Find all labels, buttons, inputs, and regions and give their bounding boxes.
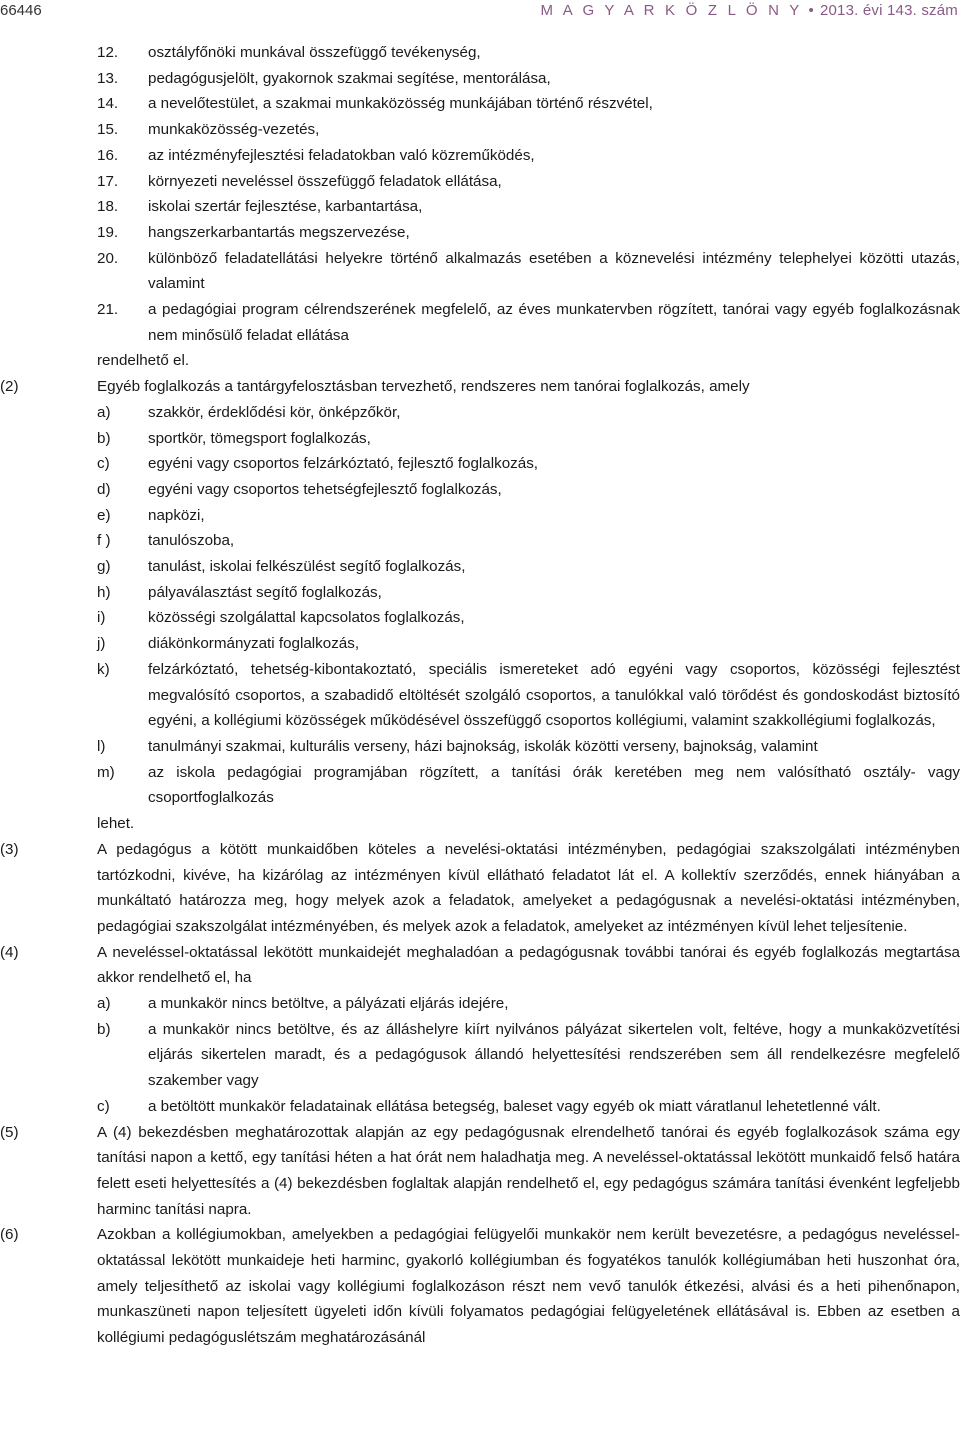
item-text: közösségi szolgálattal kapcsolatos foglalkozás, <box>148 609 465 627</box>
item-text: hangszerkarbantartás megszervezése, <box>148 223 410 241</box>
list-item <box>0 477 960 503</box>
item-letter: d) <box>97 480 111 498</box>
list-item <box>0 631 960 657</box>
item-letter: f ) <box>97 532 111 550</box>
item-text: a nevelőtestület, a szakmai munkaközösség munkájában történő részvétel, <box>148 95 653 113</box>
paragraph-number: (6) <box>0 1226 19 1244</box>
item-number: 15. <box>97 121 119 139</box>
item-text: szakkör, érdeklődési kör, önképzőkör, <box>148 403 401 421</box>
item-text: iskolai szertár fejlesztése, karbantartása, <box>148 198 423 216</box>
list-item <box>0 580 960 606</box>
list-item <box>0 760 960 811</box>
item-letter: b) <box>97 1020 111 1038</box>
item-text: a betöltött munkakör feladatainak ellátása betegség, baleset vagy egyéb ok miatt váratlanul lehetetlenné vált. <box>148 1097 881 1115</box>
paragraph <box>0 1222 960 1351</box>
item-letter: c) <box>97 1097 110 1115</box>
item-text: a munkakör nincs betöltve, a pályázati eljárás idejére, <box>148 995 509 1013</box>
page-header <box>0 0 960 22</box>
item-text: osztályfőnöki munkával összefüggő tevékenység, <box>148 44 481 61</box>
item-text: felzárkóztató, tehetség-kibontakoztató, speciális ismereteket adó egyéni vagy csoportos, közösségi fejlesztést megvalósító csoportos, a szabadidő eltöltését szolgáló csoportos, a tanulókkal való törődést és gondoskodást biztosító egyéni, a kollégiumi közösségek működésével összefüggő csoportos kollégiumi, valamint szakkollégiumi foglalkozás, <box>148 660 960 730</box>
list-item <box>0 426 960 452</box>
item-text: a pedagógiai program célrendszerének megfelelő, az éves munkatervben rögzített, tanórai vagy egyéb foglalkozásnak nem minősülő feladat ellátása <box>148 301 960 344</box>
list-item <box>0 143 960 169</box>
item-letter: i) <box>97 609 106 627</box>
closing-text: lehet. <box>97 815 135 833</box>
item-letter: k) <box>97 660 110 678</box>
paragraph-text: A (4) bekezdésben meghatározottak alapján az egy pedagógusnak elrendelhető tanórai és egyéb foglalkozások száma egy tanítási napon a kettő, egy tanítási héten a hat órát nem haladhatja meg. A neveléssel-oktatással lekötött munkaidő felső határa felett eseti helyettesítés a (4) bekezdésben foglaltak alapján rendelhető el, egy pedagógus számára tanítási évenként legfeljebb harminc tanítási napra. <box>97 1123 960 1218</box>
list-item <box>0 657 960 734</box>
item-text: az intézményfejlesztési feladatokban való közreműködés, <box>148 146 535 164</box>
item-text: az iskola pedagógiai programjában rögzített, a tanítási órák keretében meg nem valósítható osztály- vagy csoportfoglalkozás <box>148 763 960 807</box>
item-text: környezeti neveléssel összefüggő feladatok ellátása, <box>148 172 502 190</box>
paragraph-number: (3) <box>0 840 19 858</box>
item-text: tanulmányi szakmai, kulturális verseny, házi bajnokság, iskolák közötti verseny, bajnokság, valamint <box>148 737 818 755</box>
list-item <box>0 1094 960 1120</box>
list-item <box>0 117 960 143</box>
paragraph <box>0 837 960 940</box>
item-letter: b) <box>97 429 111 447</box>
publication-title: M A G Y A R K Ö Z L Ö N Y <box>540 2 803 19</box>
list-item <box>0 91 960 117</box>
list-item <box>0 451 960 477</box>
list-item <box>0 169 960 195</box>
list-item <box>0 605 960 631</box>
item-number: 17. <box>97 172 119 190</box>
list-item <box>0 554 960 580</box>
list-item <box>0 503 960 529</box>
item-number: 12. <box>97 44 119 61</box>
closing-text: rendelhető el. <box>97 352 190 370</box>
paragraph-number: (4) <box>0 943 19 961</box>
separator-dot: • <box>808 2 814 19</box>
paragraph <box>0 374 960 400</box>
list-item <box>0 40 960 66</box>
item-letter: j) <box>97 635 106 653</box>
item-number: 21. <box>97 301 119 319</box>
issue-label: 2013. évi 143. szám <box>819 2 958 19</box>
item-number: 18. <box>97 198 119 216</box>
item-number: 19. <box>97 223 119 241</box>
item-number: 13. <box>97 69 119 87</box>
list-item <box>0 400 960 426</box>
item-text: munkaközösség-vezetés, <box>148 121 320 139</box>
item-number: 14. <box>97 95 119 113</box>
item-text: pályaválasztást segítő foglalkozás, <box>148 583 382 601</box>
item-text: sportkör, tömegsport foglalkozás, <box>148 429 371 447</box>
list-item <box>0 246 960 297</box>
masthead <box>540 2 958 19</box>
item-letter: a) <box>97 403 111 421</box>
item-letter: a) <box>97 995 111 1013</box>
paragraph-number: (5) <box>0 1123 19 1141</box>
list-item <box>0 1017 960 1094</box>
item-letter: e) <box>97 506 111 524</box>
item-text: pedagógusjelölt, gyakornok szakmai segítése, mentorálása, <box>148 69 551 87</box>
item-text: a munkakör nincs betöltve, és az álláshelyre kiírt nyilvános pályázat sikertelen volt, feltéve, hogy a munkaközvetítési eljárás sikertelen maradt, és a pedagógusok állandó helyettesítési rendszerében sem áll rendelkezésre megfelelő szakember vagy <box>148 1020 960 1090</box>
paragraph-text: Egyéb foglalkozás a tantárgyfelosztásban tervezhető, rendszeres nem tanórai foglalkozás, amely <box>97 378 750 396</box>
item-text: különböző feladatellátási helyekre történő alkalmazás esetében a köznevelési intézmény telephelyei közötti utazás, valamint <box>148 249 960 293</box>
item-text: napközi, <box>148 506 205 524</box>
item-text: tanulószoba, <box>148 532 235 550</box>
paragraph-text: A neveléssel-oktatással lekötött munkaidejét meghaladóan a pedagógusnak további tanórai és egyéb foglalkozás megtartása akkor rendelhető el, ha <box>97 943 960 987</box>
list-item <box>0 297 960 348</box>
item-text: tanulást, iskolai felkészülést segítő foglalkozás, <box>148 558 466 576</box>
list-item <box>0 66 960 92</box>
list-item <box>0 194 960 220</box>
item-text: diákönkormányzati foglalkozás, <box>148 635 360 653</box>
paragraph <box>0 940 960 991</box>
paragraph-number: (2) <box>0 378 19 396</box>
item-text: egyéni vagy csoportos felzárkóztató, fejlesztő foglalkozás, <box>148 455 539 473</box>
list-item <box>0 991 960 1017</box>
list-item <box>0 220 960 246</box>
item-text: egyéni vagy csoportos tehetségfejlesztő foglalkozás, <box>148 480 502 498</box>
item-letter: m) <box>97 763 115 781</box>
paragraph <box>0 1120 960 1223</box>
item-letter: g) <box>97 558 111 576</box>
document-body <box>0 40 960 1351</box>
paragraph-text: A pedagógus a kötött munkaidőben köteles a nevelési-oktatási intézményben, pedagógiai szakszolgálati intézményben tartózkodni, kivéve, ha kizárólag az intézményen kívül ellátható feladatot lát el. A kollektív szerződés, ennek hiányában a munkáltató határozza meg, hogy melyek azok a feladatok, amelyeket a pedagógusnak a nevelési-oktatási intézményben, pedagógiai szakszolgálat intézményében, és melyek azok a feladatok, amelyeket az intézményen kívül lehet teljesítenie. <box>97 840 960 935</box>
list-item <box>0 734 960 760</box>
item-letter: c) <box>97 455 110 473</box>
item-letter: h) <box>97 583 111 601</box>
list-item <box>0 528 960 554</box>
item-letter: l) <box>97 737 106 755</box>
paragraph-text: Azokban a kollégiumokban, amelyekben a pedagógiai felügyelői munkakör nem került bevezetésre, a pedagógus neveléssel-oktatással lekötött munkaideje heti harminc, gyakorló kollégiumban és fogyatékos tanulók kollégiumában heti huszonhat óra, amely teljesíthető az iskolai vagy kollégiumi foglalkozáson részt nem vevő tanulók étkezési, alvási és a heti pihenőnapon, munkaszüneti napon teljesített ügyeleti időn kívüli folyamatos pedagógiai felügyeletének ellátásával is. Ebben az esetben a kollégiumi pedagóguslétszám meghatározásánál <box>97 1226 960 1347</box>
item-number: 20. <box>97 249 119 267</box>
page-number: 66446 <box>0 2 42 19</box>
item-number: 16. <box>97 146 119 164</box>
